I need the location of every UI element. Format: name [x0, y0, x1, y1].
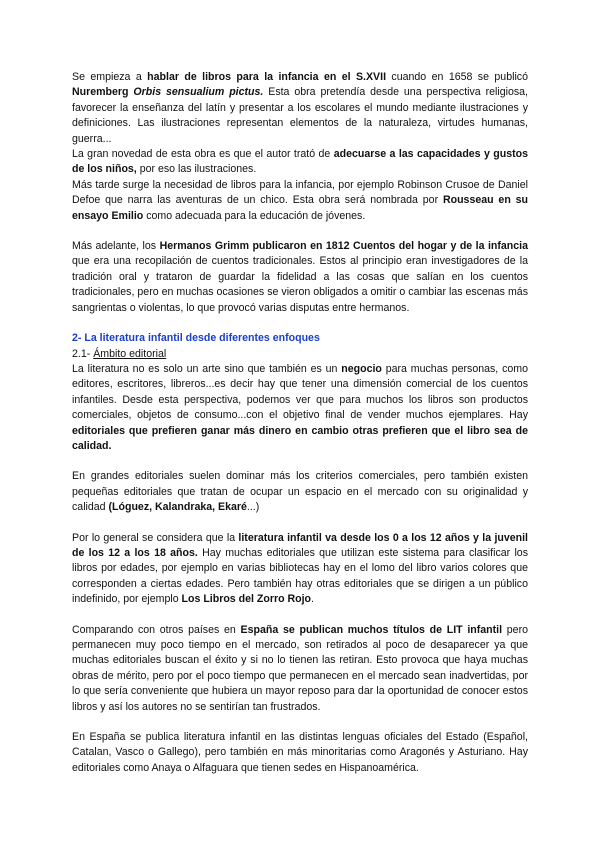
text-run: pero permanecen muy poco tiempo en el mercado, son retirados al poco de desaparecer ya que muchas editoriales buscan el éxito y si no lo tienen las retiran. Esto provoca que haya muchas obras de mérito, pero por el poco tiempo que permanecen en el mercado sean inadvertidas, por lo que sería conveniente que hubiera un mayor reposo para dar la oportunidad de conocer estos libros y así los autores no se sentirían tan frustrados. — [72, 623, 528, 713]
text-run: Esta obra pretendía desde una perspectiva religiosa, favorecer la enseñanza del latín y presentar a los escolares el mundo mediante ilustraciones y definiciones. Las ilustraciones representan elementos de la naturaleza, virtudes humanas, guerra... — [72, 86, 528, 145]
text-run: Comparando con otros países en — [72, 623, 241, 636]
spacer — [72, 224, 528, 239]
spacer — [72, 316, 528, 331]
bold-run: editoriales que prefieren ganar más dinero en cambio otras prefieren que el libro sea de calidad. — [72, 424, 528, 452]
paragraph-lenguas — [72, 730, 528, 776]
text-run: por eso las ilustraciones. — [136, 163, 257, 176]
paragraph-robinson — [72, 178, 528, 224]
paragraph-grandes-editoriales — [72, 469, 528, 515]
text-run: En España se publica literatura infantil en las distintas lenguas oficiales del Estado (Español, Catalan, Vasco o Gallego), pero también en más minoritarias como Aragonés y Asturiano. Hay editoriales como Anaya o Alfaguara que tienen sedes en Hispanoamérica. — [72, 731, 528, 774]
bold-run: Rousseau en su ensayo Emilio — [72, 194, 528, 222]
subsection-number: 2.1- — [72, 347, 91, 360]
text-run: La gran novedad de esta obra es que el autor trató de — [72, 148, 334, 161]
text-run: que era una recopilación de cuentos tradicionales. Estos al principio eran investigadores de la tradición oral y trataron de guardar la fidelidad a las cosas que salían en los cuentos tradicionales, pero en muchas ocasiones se vieron obligados a omitir o cambiar las escenas más sangrientas o violentas, lo que provocó varias disputas entre hermanos. — [72, 255, 528, 314]
text-run: Se empieza a — [72, 71, 148, 83]
bold-run: Hermanos Grimm publicaron en 1812 Cuentos del hogar y de la infancia — [159, 240, 528, 253]
paragraph-negocio — [72, 362, 528, 454]
text-run: Más tarde surge la necesidad de libros para la infancia, por ejemplo Robinson Crusoe de Daniel Defoe que narra las aventuras de un chico. Esta obra será nombrada por — [72, 178, 528, 207]
bold-run: Nuremberg — [72, 86, 134, 99]
bold-run: (Lóguez, Kalandraka, Ekaré — [108, 501, 247, 514]
text-run: La literatura no es solo un arte sino que también es un — [72, 362, 342, 375]
bold-run: Los Libros del Zorro Rojo — [181, 593, 312, 606]
bold-run: adecuarse a las capacidades y gustos de los niños, — [72, 148, 529, 176]
text-run: para muchas personas, como editores, escritores, libreros...es decir hay que tener una dimensión comercial de los cuentos infantiles. Desde esta perspectiva, podemos ver que para muchos los libros son productos comerciales, objetos de consumo...con el objetivo final de vender muchos ejemplares. Hay — [72, 362, 528, 422]
bold-run: hablar de libros para la infancia en el S.XVII — [147, 71, 387, 83]
spacer — [72, 516, 528, 531]
bold-run: negocio — [341, 362, 382, 375]
paragraph-grimm — [72, 239, 528, 316]
paragraph-edades — [72, 531, 528, 608]
paragraph-espana — [72, 623, 528, 715]
text-run: Por lo general se considera que la — [72, 531, 239, 544]
text-run: Más adelante, los — [72, 240, 160, 253]
paragraph-orbis — [72, 70, 528, 147]
bold-italic-title: Orbis sensualium pictus. — [133, 86, 264, 99]
section-heading: 2- La literatura infantil desde diferentes enfoques — [72, 332, 320, 345]
text-run: ...) — [246, 501, 260, 514]
text-run: cuando en 1658 se publicó — [386, 71, 528, 83]
spacer — [72, 715, 528, 730]
text-run: . — [311, 593, 314, 606]
spacer — [72, 608, 528, 623]
spacer — [72, 454, 528, 469]
subsection-title: Ámbito editorial — [93, 347, 167, 360]
text-run: Hay muchas editoriales que utilizan este sistema para clasificar los libros por edades, por ejemplo en varias bibliotecas hay en el lomo del libro varios colores que corresponden a ciertas edades. Pero también hay otras editoriales que se dirigen a un público indefinido, por ejemplo — [72, 546, 528, 606]
bold-run: España se publican muchos títulos de LIT infantil — [240, 623, 503, 636]
bold-run: literatura infantil va desde los 0 a los 12 años y la juvenil de los 12 a los 18 años. — [72, 531, 529, 559]
text-run: como adecuada para la educación de jóvenes. — [143, 209, 366, 222]
subsection-heading — [72, 347, 528, 362]
paragraph-novedad — [72, 147, 528, 178]
text-run: En grandes editoriales suelen dominar más los criterios comerciales, pero también existen pequeñas editoriales que tratan de ocupar un espacio en el mercado con su originalidad y calidad — [72, 470, 528, 514]
